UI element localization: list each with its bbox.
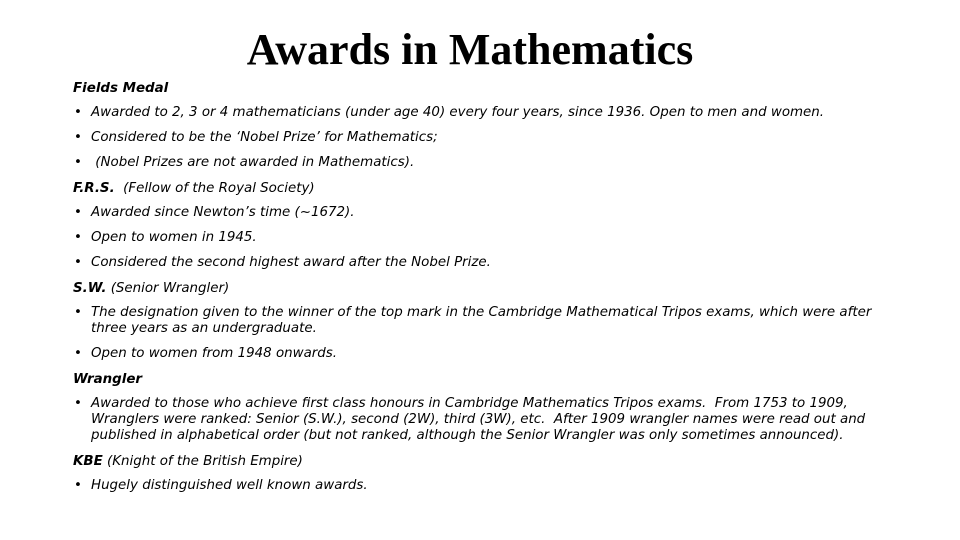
heading-rest: (Senior Wrangler) bbox=[106, 281, 230, 296]
section-wrangler bbox=[73, 367, 888, 449]
bullet-item: • Awarded since Newton’s time (~1672). bbox=[73, 201, 888, 226]
bullet-list bbox=[73, 201, 888, 276]
section-heading bbox=[73, 367, 888, 392]
section-kbe bbox=[73, 449, 888, 499]
section-fields-medal bbox=[73, 76, 888, 176]
bullet-item: • Open to women from 1948 onwards. bbox=[73, 342, 888, 367]
heading-strong: F.R.S. bbox=[73, 181, 115, 196]
bullet-list bbox=[73, 101, 888, 176]
bullet-item: • Open to women in 1945. bbox=[73, 226, 888, 251]
heading-rest: (Knight of the British Empire) bbox=[102, 454, 303, 469]
section-senior-wrangler bbox=[73, 276, 888, 367]
bullet-item: • (Nobel Prizes are not awarded in Mathematics). bbox=[73, 151, 888, 176]
bullet-list bbox=[73, 474, 888, 499]
section-heading bbox=[73, 449, 888, 474]
section-heading bbox=[73, 76, 888, 101]
bullet-item: • Awarded to 2, 3 or 4 mathematicians (under age 40) every four years, since 1936. Open to men and women. bbox=[73, 101, 888, 126]
bullet-item: • The designation given to the winner of the top mark in the Cambridge Mathematical Tripos exams, which were after three years as an undergraduate. bbox=[73, 301, 888, 342]
heading-strong: KBE bbox=[73, 454, 103, 469]
heading-strong: S.W. bbox=[73, 281, 107, 296]
bullet-item: • Considered to be the ‘Nobel Prize’ for Mathematics; bbox=[73, 126, 888, 151]
bullet-item: • Hugely distinguished well known awards. bbox=[73, 474, 888, 499]
heading-rest: (Fellow of the Royal Society) bbox=[114, 181, 315, 196]
section-heading bbox=[73, 176, 888, 201]
heading-strong: Fields Medal bbox=[73, 81, 169, 96]
section-frs bbox=[73, 176, 888, 276]
bullet-list bbox=[73, 301, 888, 367]
slide-content bbox=[73, 76, 888, 499]
slide-title: Awards in Mathematics bbox=[246, 25, 694, 74]
heading-strong: Wrangler bbox=[73, 372, 143, 387]
bullet-item: • Awarded to those who achieve first class honours in Cambridge Mathematics Tripos exams. From 1753 to 1909, Wranglers were ranked: Senior (S.W.), second (2W), third (3W), etc. After 1909 wrangler names were read out and published in alphabetical order (but not ranked, although the Senior Wrangler was only sometimes announced). bbox=[73, 392, 888, 449]
section-heading bbox=[73, 276, 888, 301]
bullet-item: • Considered the second highest award after the Nobel Prize. bbox=[73, 251, 888, 276]
bullet-list bbox=[73, 392, 888, 449]
